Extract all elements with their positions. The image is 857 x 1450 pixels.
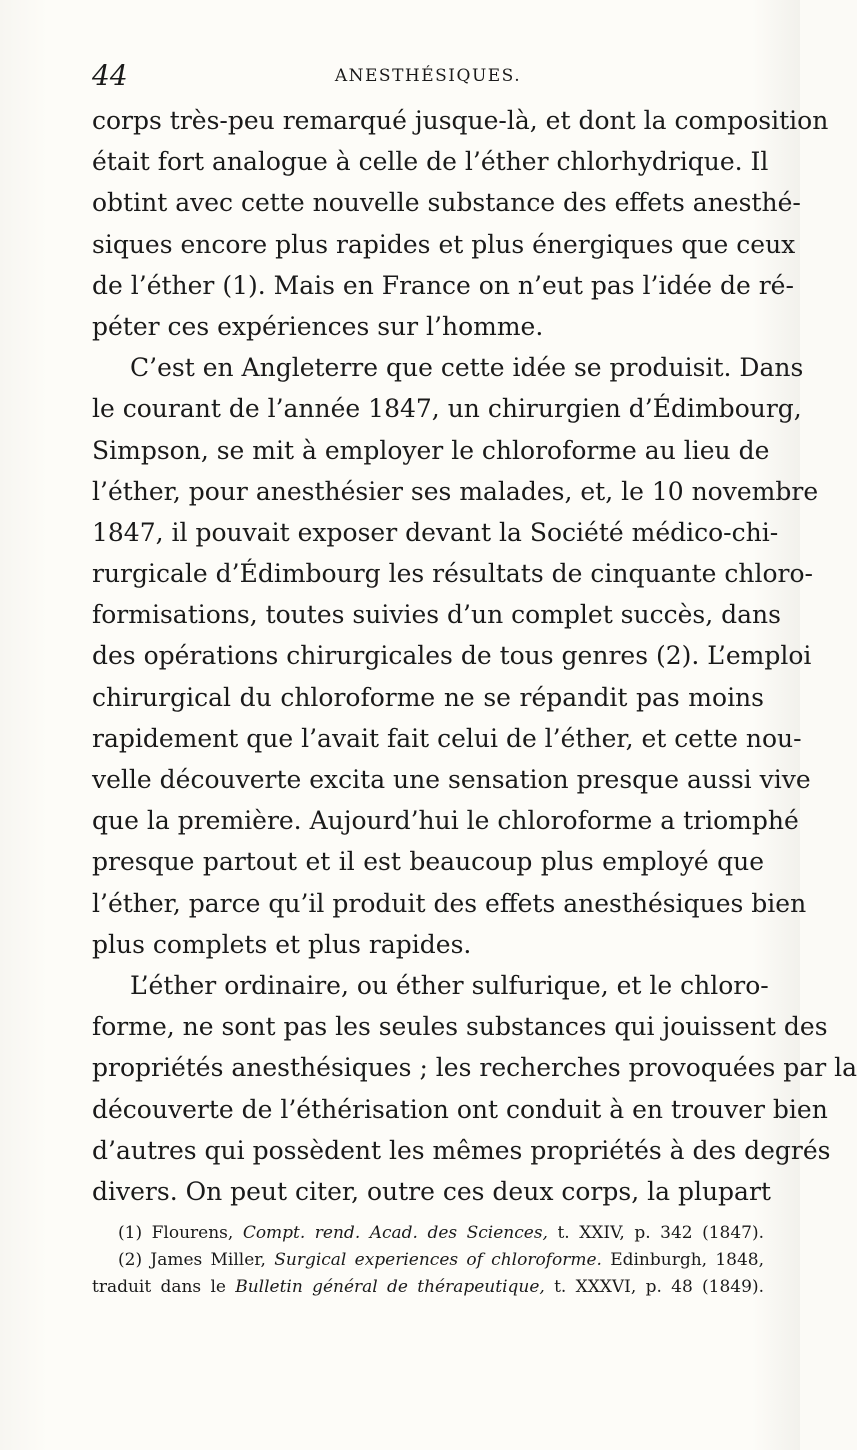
text-line: péter ces expériences sur l’homme.: [92, 311, 544, 341]
text-line: que la première. Aujourd’hui le chloroforme a triomphé: [92, 806, 799, 836]
paragraph-start-line: L’éther ordinaire, ou éther sulfurique, et le chloro-: [130, 970, 769, 1000]
text-line: le courant de l’année 1847, un chirurgien d’Édimbourg,: [92, 394, 802, 424]
footnote-author: James Miller,: [150, 1250, 266, 1270]
text-line: de l’éther (1). Mais en France on n’eut pas l’idée de ré-: [92, 270, 794, 300]
footnote-title: Bulletin général de thérapeutique,: [235, 1277, 545, 1297]
text-line: était fort analogue à celle de l’éther chlorhydrique. Il: [92, 147, 769, 177]
text-line: forme, ne sont pas les seules substances qui jouissent des: [92, 1012, 828, 1042]
footnote-marker: (1): [118, 1223, 143, 1243]
running-head: ANESTHÉSIQUES.: [334, 66, 522, 86]
footnote-ref: Edinburgh, 1848,: [610, 1250, 765, 1270]
text-line: corps très-peu remarqué jusque-là, et dont la composition: [92, 106, 829, 135]
text-line: siques encore plus rapides et plus énergiques que ceux: [92, 229, 796, 259]
footnote-title: Surgical experiences of chloroforme.: [274, 1250, 602, 1270]
text-line: rurgicale d’Édimbourg les résultats de cinquante chloro-: [92, 559, 813, 589]
page-number: 44: [92, 59, 128, 92]
text-line: l’éther, pour anesthésier ses malades, et, le 10 novembre: [92, 476, 819, 506]
text-line: plus complets et plus rapides.: [92, 929, 472, 959]
footnotes: [92, 1220, 764, 1301]
footnote-ref: t. XXXVI, p. 48 (1849).: [554, 1277, 764, 1297]
text-line: formisations, toutes suivies d’un complet succès, dans: [92, 600, 781, 630]
footnote-marker: (2): [118, 1250, 143, 1270]
text-line: d’autres qui possèdent les mêmes propriétés à des degrés: [92, 1135, 831, 1165]
footnote-ref: t. XXIV, p. 342 (1847).: [557, 1223, 765, 1243]
text-line: 1847, il pouvait exposer devant la Société médico-chi-: [92, 517, 779, 547]
text-line: chirurgical du chloroforme ne se répandit pas moins: [92, 682, 764, 712]
paragraph-start-line: C’est en Angleterre que cette idée se produisit. Dans: [130, 353, 804, 383]
text-line: découverte de l’éthérisation ont conduit à en trouver bien: [92, 1094, 828, 1124]
footnote-1: [92, 1220, 764, 1247]
page-header: [92, 58, 764, 94]
footnote-2-continuation: [92, 1274, 764, 1301]
text-line: des opérations chirurgicales de tous genres (2). L’emploi: [92, 641, 812, 671]
text-line: Simpson, se mit à employer le chloroforme au lieu de: [92, 435, 770, 465]
footnote-2: [92, 1247, 764, 1274]
body-text: [92, 100, 857, 1212]
footnote-prefix: traduit dans le: [92, 1277, 226, 1297]
text-line: propriétés anesthésiques ; les recherches provoquées par la: [92, 1053, 857, 1083]
text-line: divers. On peut citer, outre ces deux corps, la plupart: [92, 1176, 771, 1206]
text-line: velle découverte excita une sensation presque aussi vive: [92, 765, 811, 794]
text-line: rapidement que l’avait fait celui de l’éther, et cette nou-: [92, 723, 802, 753]
footnote-title: Compt. rend. Acad. des Sciences,: [242, 1223, 548, 1243]
text-line: presque partout et il est beaucoup plus employé que: [92, 847, 764, 877]
text-line: l’éther, parce qu’il produit des effets anesthésiques bien: [92, 888, 807, 918]
text-line: obtint avec cette nouvelle substance des effets anesthé-: [92, 188, 801, 218]
footnote-author: Flourens,: [151, 1223, 234, 1243]
